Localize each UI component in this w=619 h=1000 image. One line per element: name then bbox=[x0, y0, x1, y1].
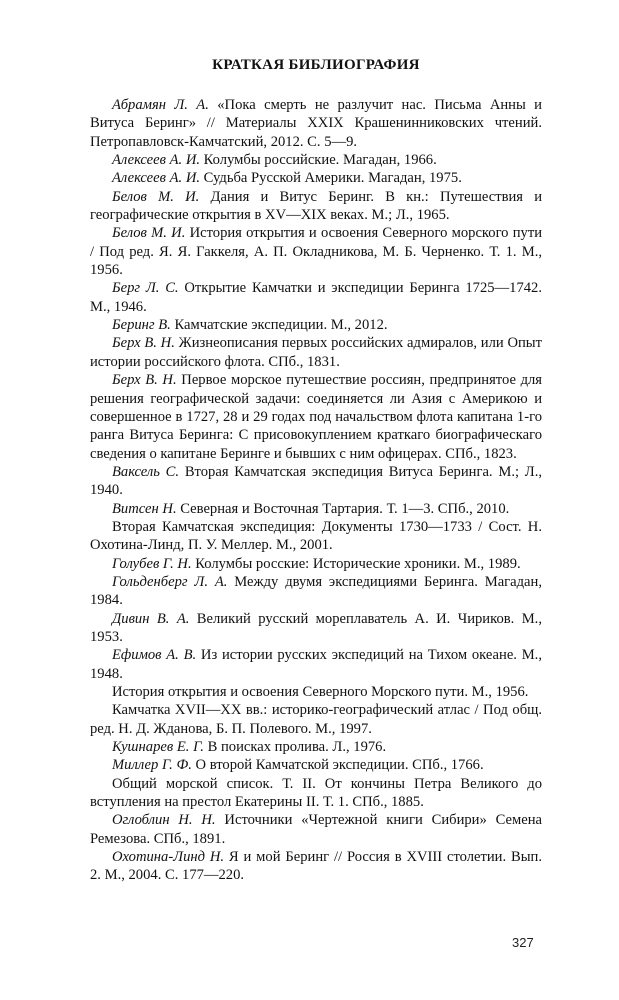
bibliography-entry bbox=[90, 224, 542, 279]
entry-text: О второй Камчатской экспедиции. СПб., 1766. bbox=[195, 757, 484, 774]
bibliography-entry bbox=[90, 500, 542, 518]
bibliography-entry bbox=[90, 573, 542, 610]
bibliography-entry bbox=[90, 316, 542, 334]
entry-author: Алексеев А. И. bbox=[112, 170, 201, 187]
entry-author: Ваксель С. bbox=[112, 463, 180, 480]
entry-text: Колумбы российские. Магадан, 1966. bbox=[203, 152, 437, 169]
entry-text: Дания и Витус Беринг. В кн.: Путешествия и географические открытия в XV—XIX веках. М.; Л., 1965. bbox=[90, 188, 542, 224]
bibliography-entry bbox=[90, 96, 542, 151]
entry-text: Жизнеописания первых российских адмиралов, или Опыт истории российского флота. СПб., 1831. bbox=[90, 335, 542, 370]
entry-author: Берг Л. С. bbox=[112, 280, 179, 297]
bibliography-entry bbox=[90, 848, 542, 885]
entry-text: Общий морской список. Т. II. От кончины Петра Великого до вступления на престол Екатерины II. Т. 1. СПб., 1885. bbox=[90, 775, 542, 811]
bibliography-list bbox=[90, 96, 542, 885]
entry-author: Беринг В. bbox=[112, 317, 171, 334]
entry-text: Вторая Камчатская экспедиция Витуса Беринга. М.; Л., 1940. bbox=[90, 463, 542, 499]
bibliography-entry bbox=[90, 169, 542, 187]
bibliography-entry bbox=[90, 463, 542, 500]
bibliography-entry bbox=[90, 555, 542, 573]
bibliography-entry bbox=[90, 151, 542, 169]
entry-author: Витсен Н. bbox=[112, 500, 177, 517]
bibliography-entry bbox=[90, 683, 542, 701]
entry-text: Источники «Чертежной книги Сибири» Семена Ремезова. СПб., 1891. bbox=[90, 812, 542, 847]
entry-text: Великий русский мореплаватель А. И. Чириков. М., 1953. bbox=[90, 610, 542, 645]
entry-author: Голубев Г. Н. bbox=[112, 555, 192, 572]
entry-author: Миллер Г. Ф. bbox=[112, 757, 192, 774]
entry-author: Охотина-Линд Н. bbox=[112, 849, 225, 866]
page-title: КРАТКАЯ БИБЛИОГРАФИЯ bbox=[212, 57, 420, 73]
entry-text: Я и мой Беринг // Россия в XVIII столетии. Вып. 2. М., 2004. С. 177—220. bbox=[90, 849, 542, 884]
bibliography-entry bbox=[90, 811, 542, 848]
entry-text: Из истории русских экспедиций на Тихом океане. М., 1948. bbox=[90, 647, 542, 682]
entry-author: Берх В. Н. bbox=[112, 335, 175, 352]
entry-text: Между двумя экспедициями Беринга. Магадан, 1984. bbox=[90, 573, 542, 609]
entry-text: Судьба Русской Америки. Магадан, 1975. bbox=[203, 170, 462, 187]
entry-text: Камчатские экспедиции. М., 2012. bbox=[174, 317, 388, 334]
entry-text: Камчатка XVII—XX вв.: историко-географический атлас / Под общ. ред. Н. Д. Жданова, Б. П. Полевого. М., 1997. bbox=[90, 702, 542, 737]
bibliography-entry bbox=[90, 756, 542, 774]
bibliography-entry bbox=[90, 371, 542, 463]
entry-author: Кушнарев Е. Г. bbox=[112, 739, 204, 756]
entry-author: Белов М. И. bbox=[112, 188, 200, 205]
page-number: 327 bbox=[512, 935, 534, 950]
entry-author: Ефимов А. В. bbox=[112, 647, 197, 664]
bibliography-entry bbox=[90, 279, 542, 316]
entry-text: Северная и Восточная Тартария. Т. 1—3. СПб., 2010. bbox=[180, 500, 510, 517]
bibliography-entry bbox=[90, 646, 542, 683]
entry-text: Первое морское путешествие россиян, предпринятое для решения географической задачи: соединяется ли Азия с Америкою и совершенное в 1727, 28 и 29 годах под начальством флота капитана 1-го ранга Витуса Беринга: С присовокуплением краткаго биографическаго сведения о капитане Беринге и бывших с ним офицерах. СПб., 1823. bbox=[90, 372, 542, 462]
entry-author: Белов М. И. bbox=[112, 225, 186, 242]
entry-text: Колумбы росские: Исторические хроники. М., 1989. bbox=[195, 555, 521, 572]
bibliography-page bbox=[90, 56, 542, 885]
bibliography-entry bbox=[90, 701, 542, 738]
entry-author: Оглоблин Н. Н. bbox=[112, 812, 216, 829]
entry-text: История открытия и освоения Северного Морского пути. М., 1956. bbox=[112, 684, 529, 700]
bibliography-entry bbox=[90, 738, 542, 756]
entry-author: Берх В. Н. bbox=[112, 372, 177, 389]
bibliography-entry bbox=[90, 610, 542, 647]
entry-text: Открытие Камчатки и экспедиции Беринга 1725—1742. М., 1946. bbox=[90, 280, 542, 315]
entry-author: Гольденберг Л. А. bbox=[112, 573, 228, 590]
entry-author: Абрамян Л. А. bbox=[112, 97, 209, 113]
bibliography-entry bbox=[90, 775, 542, 812]
entry-text: История открытия и освоения Северного морского пути / Под ред. Я. Я. Гаккеля, А. П. Окладникова, М. Б. Черненко. Т. 1. М., 1956. bbox=[90, 225, 543, 279]
bibliography-entry bbox=[90, 188, 542, 225]
entry-author: Алексеев А. И. bbox=[112, 152, 201, 169]
entry-author: Дивин В. А. bbox=[112, 610, 190, 627]
entry-text: «Пока смерть не разлучит нас. Письма Анны и Витуса Беринг» // Материалы XXIX Крашенинниковских чтений. Петропавловск-Камчатский, 2012. С. 5—9. bbox=[90, 97, 542, 150]
bibliography-entry bbox=[90, 518, 542, 555]
bibliography-entry bbox=[90, 334, 542, 371]
entry-text: Вторая Камчатская экспедиция: Документы 1730—1733 / Сост. Н. Охотина-Линд, П. У. Меллер. М., 2001. bbox=[90, 518, 542, 554]
entry-text: В поисках пролива. Л., 1976. bbox=[207, 739, 387, 756]
